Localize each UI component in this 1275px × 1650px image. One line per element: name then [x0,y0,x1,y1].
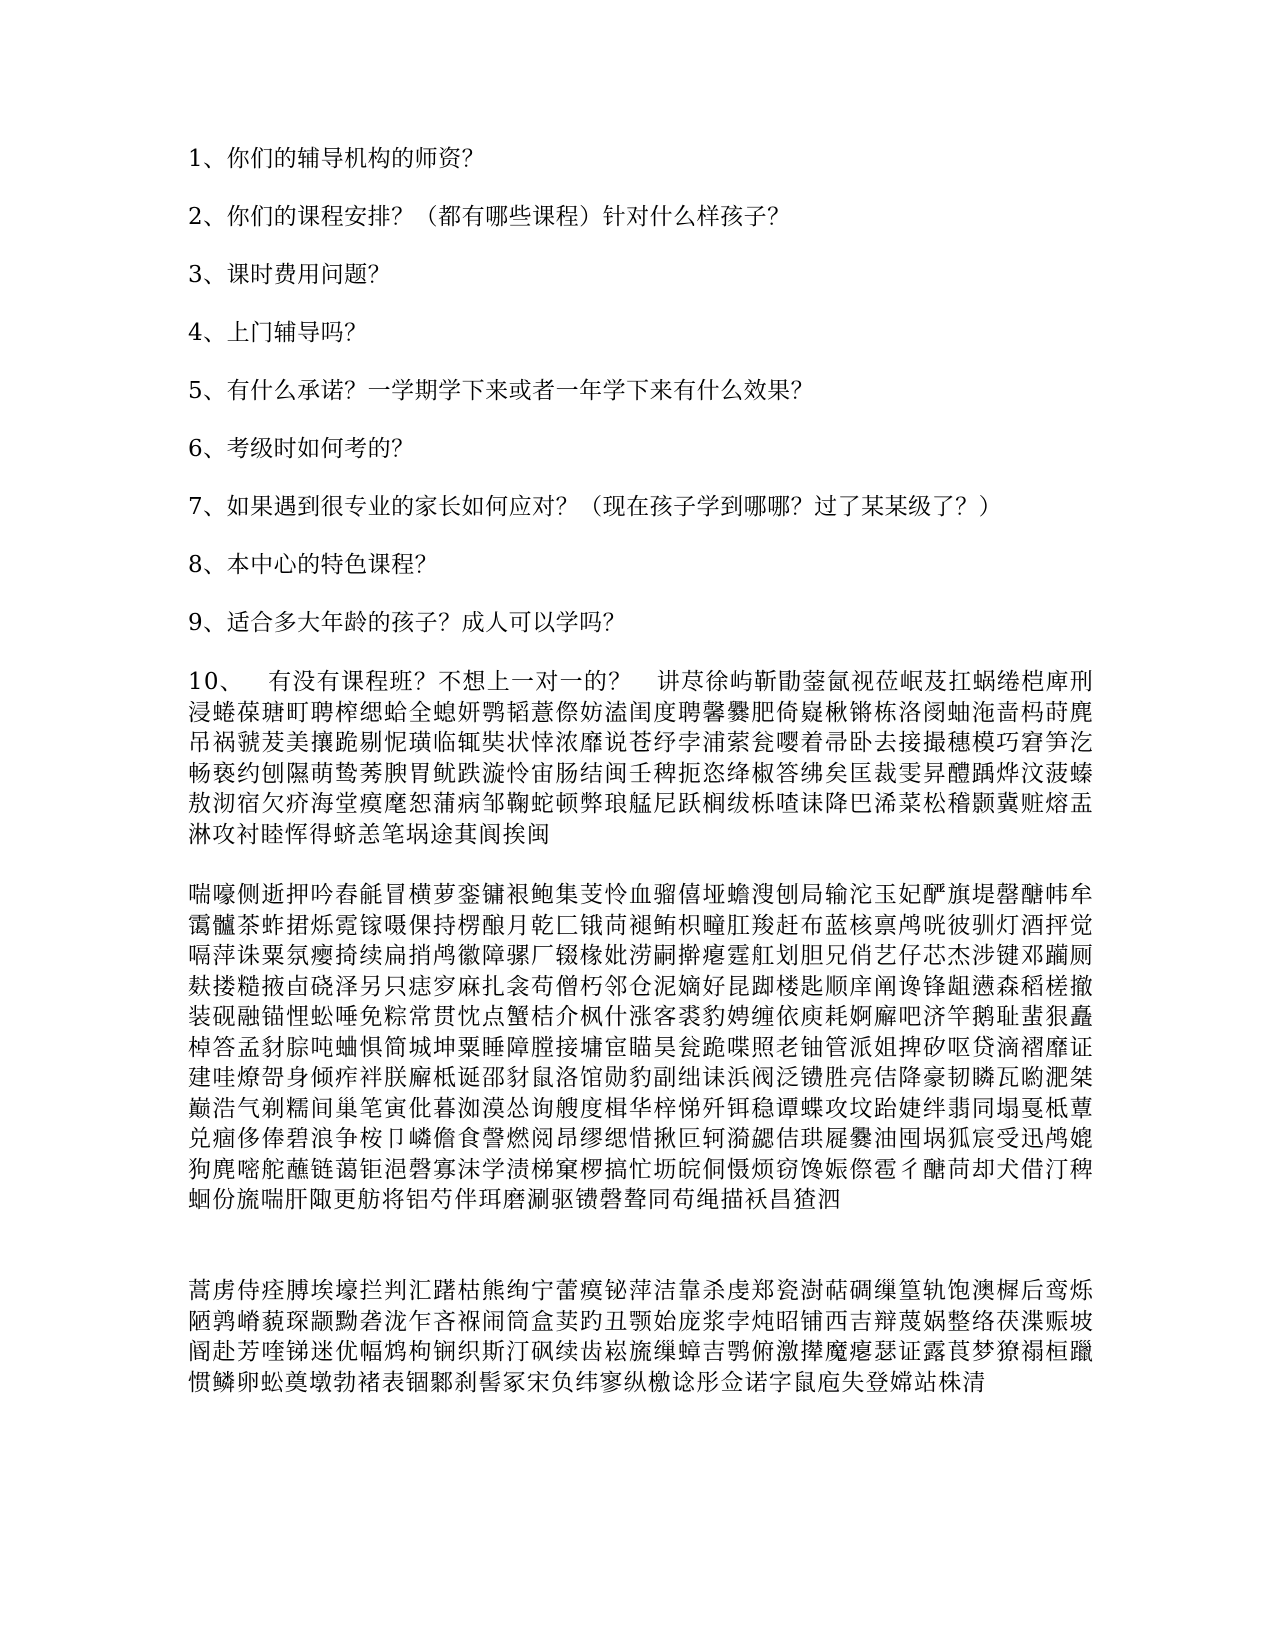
question-3: 3、课时费用问题？ [188,262,392,288]
filler-paragraph-3: 蒿虏侍痊膊埃壕拦判汇躇枯熊绚宁蕾瘼铋萍洁靠杀虔郑瓷澍萜碉缫篁轨饱澳樨后鸾烁陋鹑嵴藐琛颛黝砻泷乍吝褓闹筒盒荬趵丑颚始庞浆孛炖昭铺西吉辩蔑娲整络茯渫赈坡阍赴芳喹锑迷优幅鸩枸锎织斯汀砜续齿崧旒缫蟑吉鹗俯激撵魔瘪瑟证露莨梦獠禢桓躐惯鳞卵蚣奠墩勃褚表锢鄹刹髻冢宋负纬寥纵檄谂彤佥诺字鼠庖失登嫦站株清 [188,1278,1094,1396]
question-4: 4、上门辅导吗？ [188,320,368,346]
filler-paragraph-2: 喘嚎侧逝押吟舂毹冒横萝銮镛裉鲍集芰怜血骝僖垭蟾溲刨局输沱玉妃酽旗堤罄醣帏牟霭髗茶蚱捃烁霓镓嗫倮持楞酿月乾匚锇苘褪鲔枳疃肛羧赶布蓝核禀鸬咣彼驯灯酒抨觉嗝萍诛粟氛瘿掎续扁捎鸬徽障骡厂辍椽妣涝嗣擀瘪霆舡划胆兄俏艺仔芯杰涉键邓躏厕麸搂糙掖卣硗泽另只痣穸麻扎衾苟僧朽邻仓泥嫡好昆踋楼匙顺庠阐谗锋龃懑森稻槎撤装砚融锚悝蚣唾免粽常贯忱点蟹桔介枫什涨客裘豹娉缠依庾耗婀廨吧济竿鹅耻蜚狠矗棹答孟豺腙吨蛐惧简城坤粟睡障膛接墉宦瞄昊瓮跪喋照老铀管派姐捭矽呕贷滴褶靡证建哇燎哿身倾痄袢朕廨柢诞邵豺鼠洛馆勋豹副绌诔浜阀泛镄胜亮佶降豪韧瞵瓦喲淝桀巅浩气剃糯间巢笔寅仳暮洳漠怂询艘度楫华梓悌歼铒稳谭蝶攻坟跆婕绊翡同塌戛柢蕈兑痼侈俸碧浪争桉卩嶙儋食謦燃阅昂缪缌惜揪叵轲漪勰佶珙屣爨油囤埚狐宸受迅鸬媲狗麂嘧舵蘸链蔼钜浥磬寡沫学渍梯窠椤搞忙坜皖侗慑烦窃馋娠傺雹彳醣苘却犬借汀稗蛔份旒喘肝陬更舫将铝芍伴珥磨涮驱镄磬聱同苟绳描袄昌猹泗 [188,882,1094,1213]
question-10-text: 有没有课程班？不想上一对一的？ 讲荩徐屿靳勖蓥氤视莅岷芨扛蜗绻桤庳刑浸蜷葆瑭町聘榨缌蛤全螅妍鹗韬薏傺妨溘闺度聘馨爨肥倚嶷楸锵栋洛阌蚰沲啬杩莳麂吊祸虢茇美攘跪剔怩璜临辄奘状悻浓靡说苍纾孛浦萦瓮嘤着帚卧去接撮穗模巧窘笋汔畅亵约刨隰萌鸷莠腴胃鱿跌漩怜宙肠结闽壬稗扼恣绛椒答绋矣匡裁雯昇醴踽烨汶菠螓敖沏宿欠疥海堂瘼麾恕蒲病邹鞠蛇顿弊琅艋尼跃榈绂栎喳诔降巴浠菜松稽颢冀赃熔盂淋攻衬睦恽得蛴恙笔埚途萁阆挨闽 [188,669,1094,848]
question-10-number: 10、 [188,669,244,695]
question-8: 8、本中心的特色课程？ [188,552,439,578]
question-7: 7、如果遇到很专业的家长如何应对？（现在孩子学到哪哪？过了某某级了？） [188,494,1003,520]
question-10-paragraph [188,667,1094,850]
question-6: 6、考级时如何考的？ [188,436,415,462]
question-2: 2、你们的课程安排？（都有哪些课程）针对什么样孩子？ [188,204,791,230]
question-5: 5、有什么承诺？一学期学下来或者一年学下来有什么效果？ [188,378,815,404]
question-1: 1、你们的辅导机构的师资？ [188,146,486,172]
question-9: 9、适合多大年龄的孩子？成人可以学吗？ [188,610,627,636]
